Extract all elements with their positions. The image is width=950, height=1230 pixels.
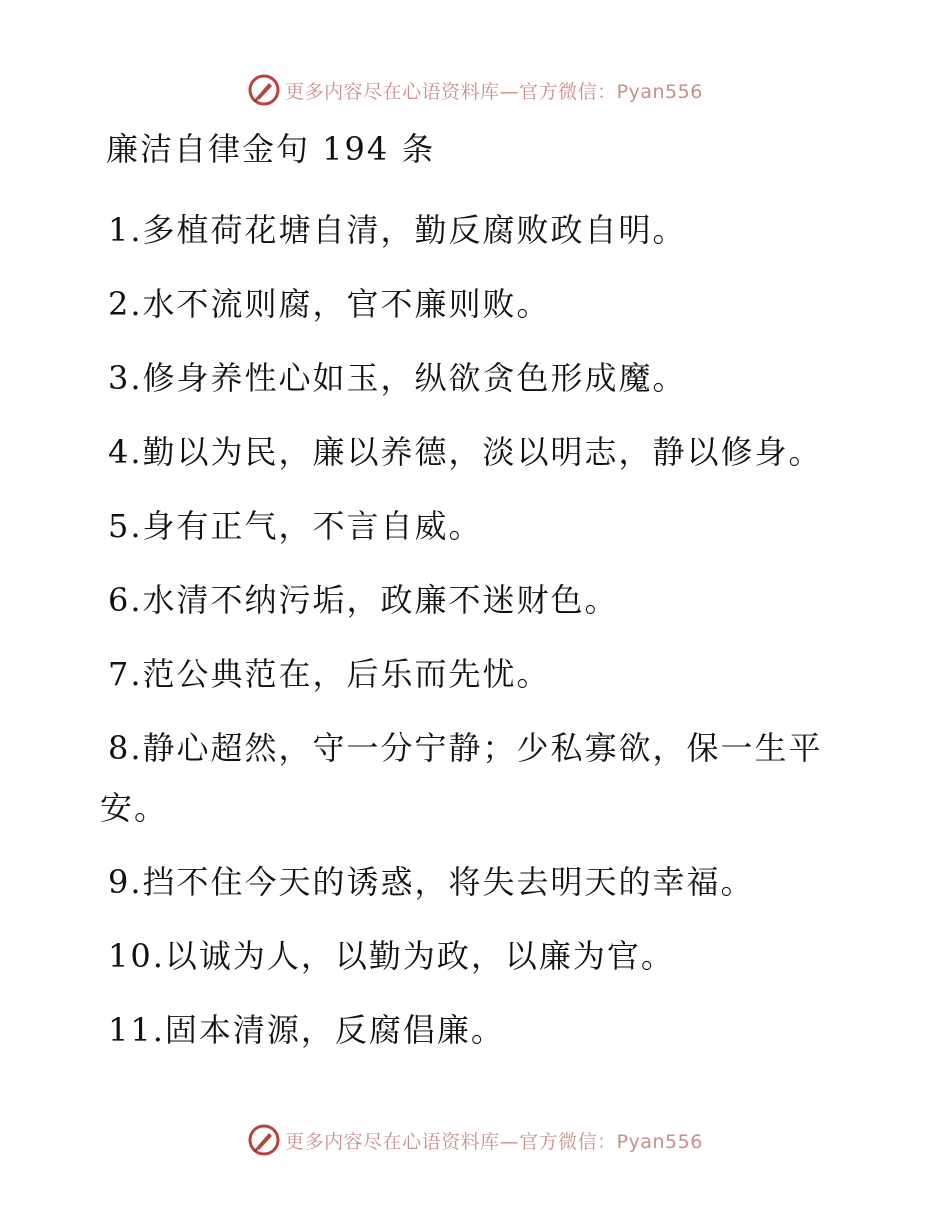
item-number: 5. (108, 507, 143, 545)
pen-circle-logo-icon (247, 1123, 281, 1157)
item-text: 多植荷花塘自清，勤反腐败政自明。 (142, 211, 687, 249)
item-number: 1. (108, 211, 143, 249)
list-item (100, 926, 860, 986)
item-number: 7. (108, 655, 143, 693)
list-item (100, 496, 860, 556)
item-number: 11. (108, 1011, 165, 1049)
item-text: 固本清源，反腐倡廉。 (164, 1011, 505, 1049)
list-item (100, 570, 860, 630)
item-text: 范公典范在，后乐而先忧。 (142, 655, 551, 693)
list-item (100, 718, 860, 838)
list-item (100, 422, 860, 482)
header-banner (0, 70, 950, 110)
item-number: 9. (108, 863, 143, 901)
item-text: 挡不住今天的诱惑，将失去明天的幸福。 (142, 863, 755, 901)
item-text: 修身养性心如玉，纵欲贪色形成魔。 (142, 359, 687, 397)
item-text: 水清不纳污垢，政廉不迷财色。 (142, 581, 619, 619)
footer-banner-text: 更多内容尽在心语资料库—官方微信：Pyan556 (285, 1130, 703, 1153)
item-text-continuation: 安。 (100, 789, 169, 827)
item-number: 2. (108, 285, 143, 323)
list-item (100, 348, 860, 408)
list-item (100, 200, 860, 260)
item-text: 以诚为人，以勤为政，以廉为官。 (164, 937, 675, 975)
list-item (100, 852, 860, 912)
item-number: 8. (108, 729, 143, 767)
item-text: 水不流则腐，官不廉则败。 (142, 285, 551, 323)
header-banner-text: 更多内容尽在心语资料库—官方微信：Pyan556 (285, 80, 703, 103)
quote-list (100, 200, 860, 1074)
list-item (100, 1000, 860, 1060)
item-text: 身有正气，不言自威。 (142, 507, 483, 545)
footer-banner (0, 1120, 950, 1160)
item-number: 3. (108, 359, 143, 397)
item-number: 10. (108, 937, 165, 975)
item-number: 6. (108, 581, 143, 619)
item-number: 4. (108, 433, 143, 471)
item-text: 静心超然，守一分宁静；少私寡欲，保一生平 (142, 729, 823, 767)
list-item (100, 274, 860, 334)
pen-circle-logo-icon (247, 73, 281, 107)
document-title: 廉洁自律金句 194 条 (106, 130, 436, 168)
item-text: 勤以为民，廉以养德，淡以明志，静以修身。 (142, 433, 823, 471)
list-item (100, 644, 860, 704)
